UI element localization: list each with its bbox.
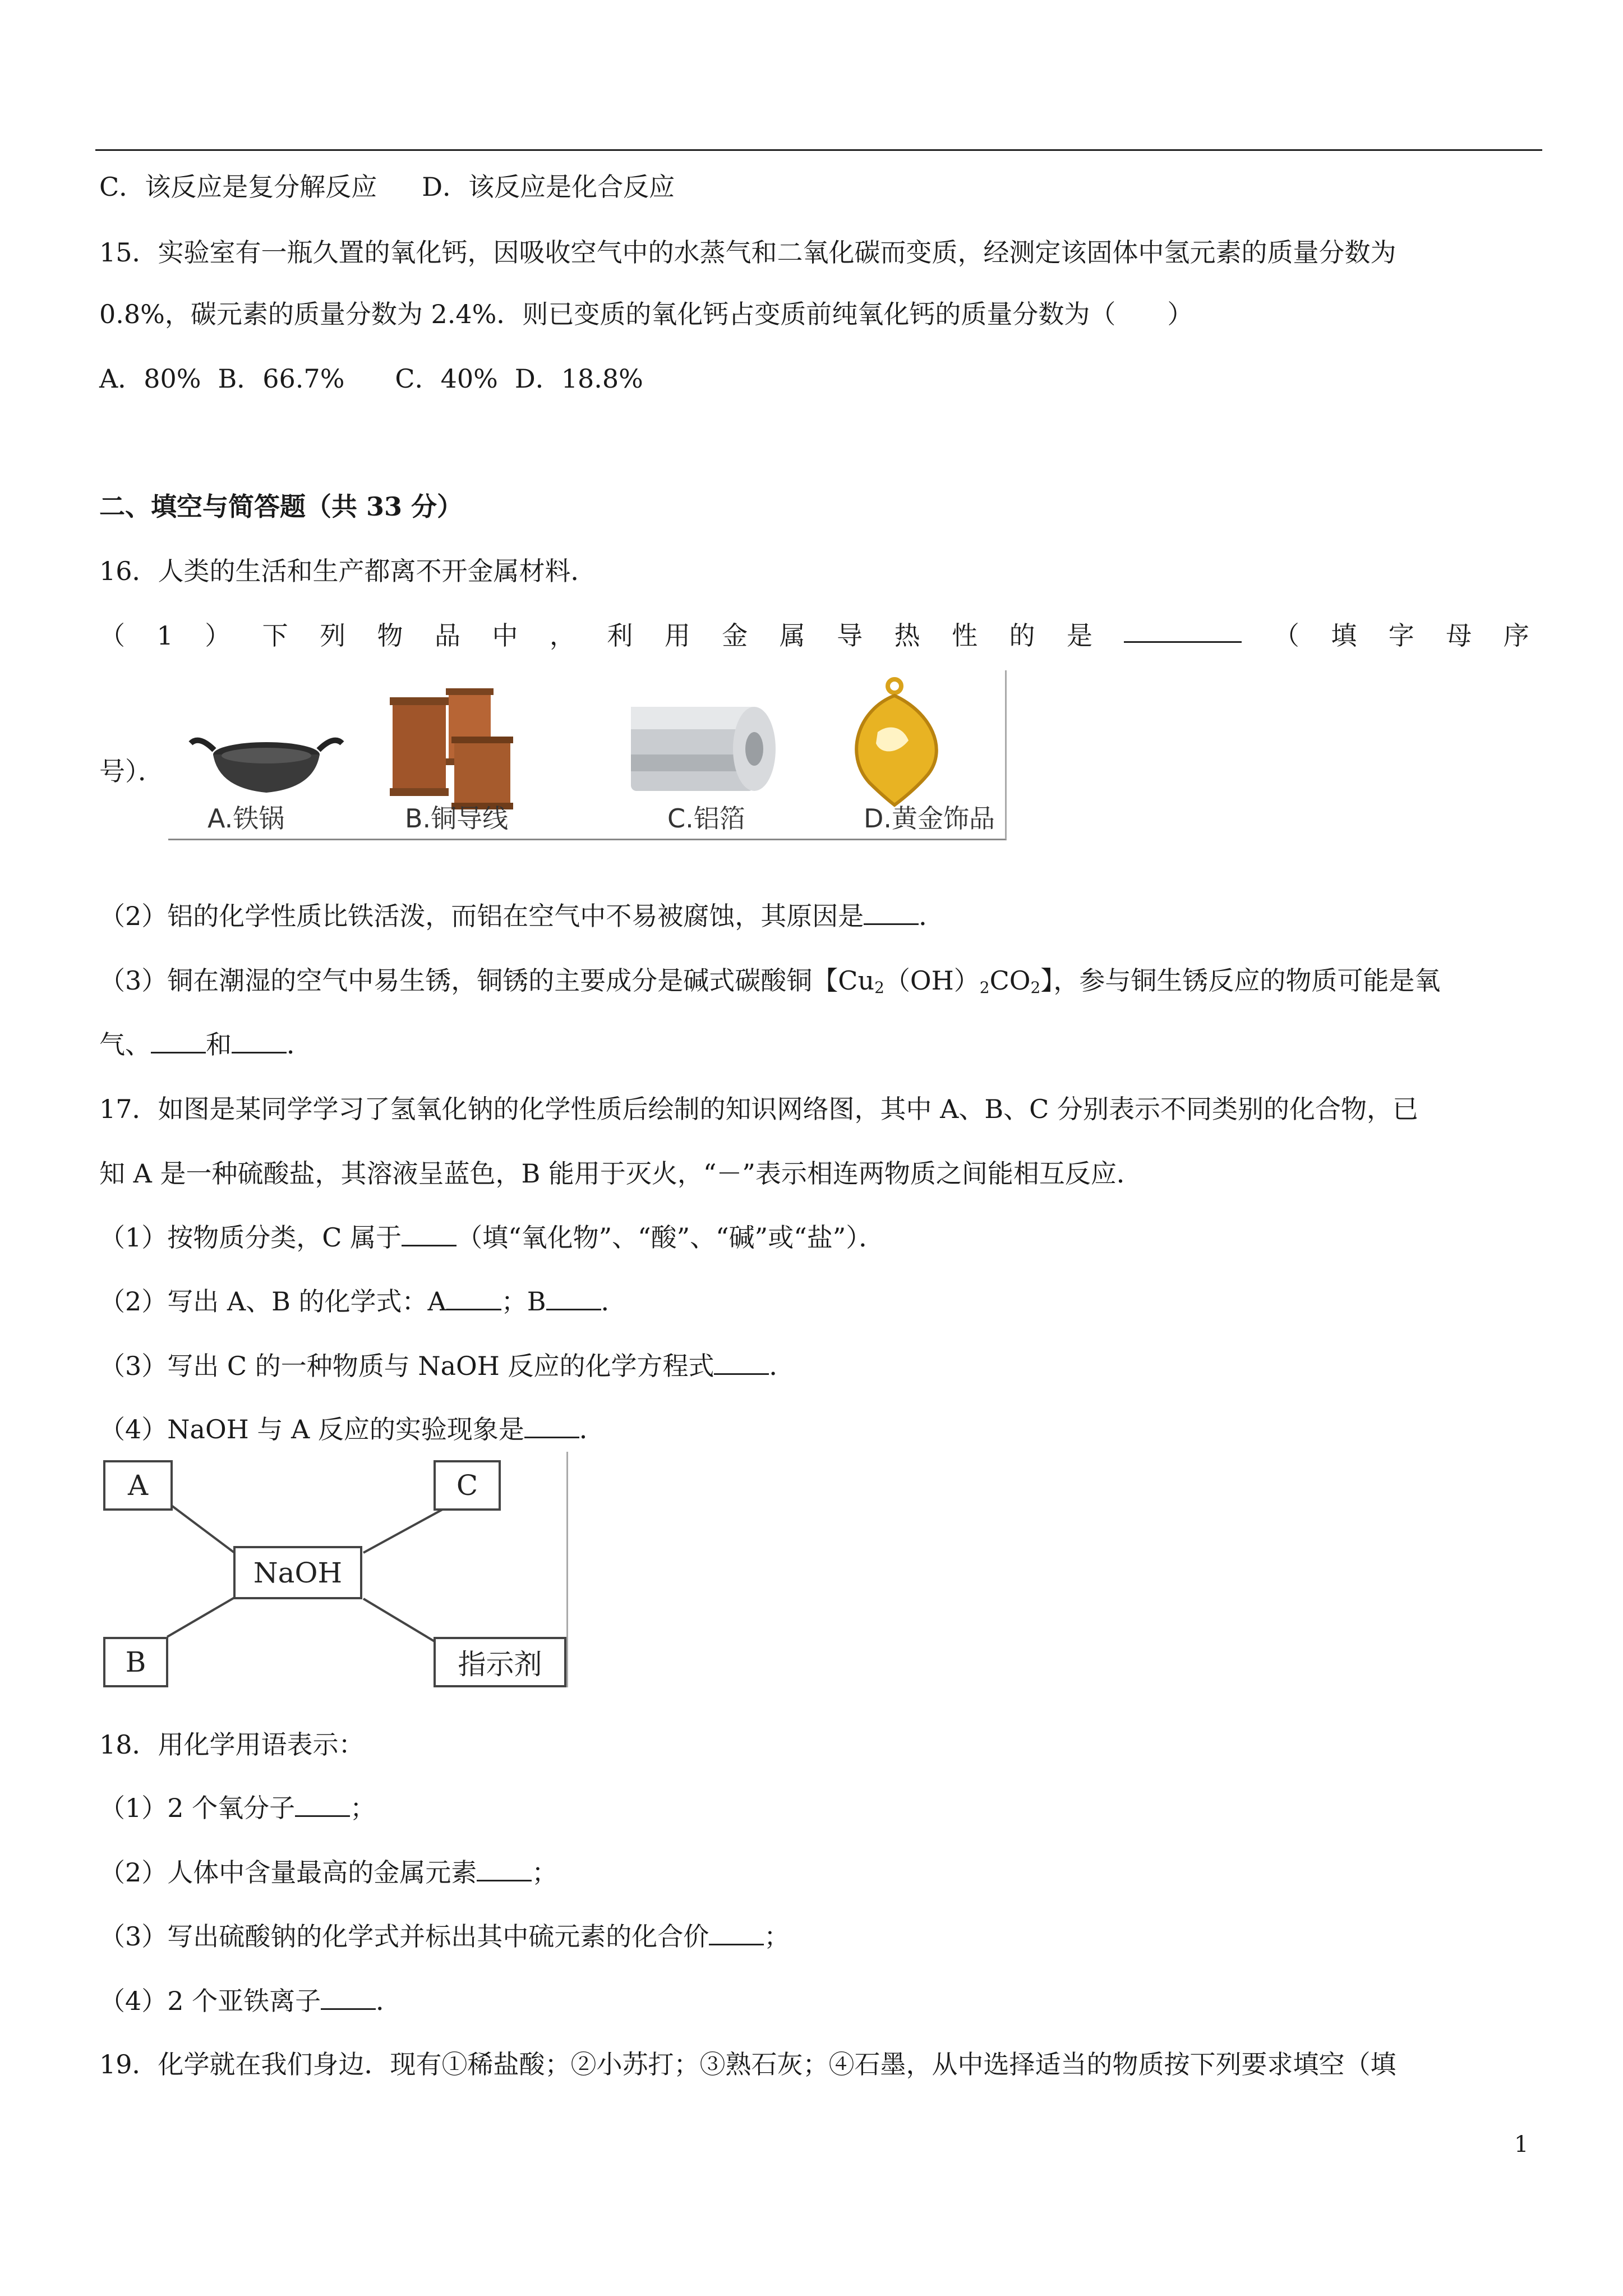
answer-blank[interactable] xyxy=(864,901,919,925)
q17-part4: （4）NaOH 与 A 反应的实验现象是 ． xyxy=(99,1414,605,1444)
connector-indicator xyxy=(363,1599,436,1642)
figure-label-a: A.铁锅 xyxy=(208,803,285,834)
q14-options xyxy=(99,170,675,204)
gold-dolphin-pendant-icon xyxy=(856,679,937,805)
wok-icon xyxy=(191,740,342,793)
q16-part2: （2）铝的化学性质比铁活泼，而铝在空气中不易被腐蚀，其原因是 ． xyxy=(99,901,945,931)
q18-part1: （1）2 个氧分子 ； xyxy=(99,1793,376,1823)
answer-blank[interactable] xyxy=(546,1286,601,1310)
node-indicator: 指示剂 xyxy=(434,1637,566,1687)
q19-line1: 19．化学就在我们身边．现有①稀盐酸；②小苏打；③熟石灰；④石墨，从中选择适当的物质按下列要求填空（填 xyxy=(99,2049,1396,2079)
q16-part3-line2: 气、 和 ． xyxy=(99,1029,312,1060)
q18-part4: （4）2 个亚铁离子 ． xyxy=(99,1986,402,2016)
answer-blank[interactable] xyxy=(714,1351,769,1375)
figure-label-d: D.黄金饰品 xyxy=(864,803,995,834)
header-rule xyxy=(95,149,1542,151)
node-b: B xyxy=(103,1637,168,1687)
answer-blank[interactable] xyxy=(446,1286,501,1310)
answer-blank[interactable] xyxy=(1124,619,1242,643)
metal-items-figure xyxy=(168,670,1007,840)
q15-option-a: A．80% xyxy=(99,364,201,394)
q17-line1: 17．如图是某同学学习了氢氧化钠的化学性质后绘制的知识网络图，其中 A、B、C 分别表示不同类别的化合物，已 xyxy=(99,1094,1418,1124)
q18-part2: （2）人体中含量最高的金属元素 ； xyxy=(99,1857,558,1888)
q16-part1-line: （ 1 ） 下 列 物 品 中 ， 利 用 金 属 导 热 性 的 是 （ 填 字 母 序 xyxy=(99,619,1529,652)
q17-part1: （1）按物质分类，C 属于 （填“氧化物”、“酸”、“碱”或“盐”）． xyxy=(99,1222,885,1253)
answer-blank[interactable] xyxy=(295,1793,350,1817)
connector-c xyxy=(363,1507,448,1553)
page-number: 1 xyxy=(1514,2132,1529,2157)
answer-blank[interactable] xyxy=(151,1029,206,1053)
q15-option-c: C．40% xyxy=(395,364,498,394)
q15-options xyxy=(99,362,643,395)
q15-line2: 0.8%，碳元素的质量分数为 2.4%．则已变质的氧化钙占变质前纯氧化钙的质量分数为（ ） xyxy=(99,299,1193,329)
q15-line1: 15．实验室有一瓶久置的氧化钙，因吸收空气中的水蒸气和二氧化碳而变质，经测定该固体中氢元素的质量分数为 xyxy=(99,237,1396,268)
q14-option-c: C．该反应是复分解反应 xyxy=(99,172,377,202)
section-title: 二、填空与简答题（共 33 分） xyxy=(99,491,463,522)
q18-stem: 18．用化学用语表示： xyxy=(99,1729,365,1760)
q15-option-b: B．66.7% xyxy=(218,364,345,394)
node-a: A xyxy=(103,1460,173,1511)
node-naoh: NaOH xyxy=(233,1546,362,1599)
figure-label-c: C.铝箔 xyxy=(667,803,745,834)
q14-option-d: D．该反应是化合反应 xyxy=(422,172,675,202)
answer-blank[interactable] xyxy=(402,1222,457,1246)
answer-blank[interactable] xyxy=(709,1921,764,1945)
q16-part1-end: 号）． xyxy=(99,756,164,786)
answer-blank[interactable] xyxy=(524,1414,579,1438)
q18-part3: （3）写出硫酸钠的化学式并标出其中硫元素的化合价 ； xyxy=(99,1921,790,1952)
figure-label-b: B.铜导线 xyxy=(405,803,509,834)
q17-part3: （3）写出 C 的一种物质与 NaOH 反应的化学方程式 ． xyxy=(99,1351,795,1381)
q17-part2: （2）写出 A、B 的化学式：A ；B ． xyxy=(99,1286,627,1317)
q16-stem: 16．人类的生活和生产都离不开金属材料． xyxy=(99,556,597,586)
q17-line2: 知 A 是一种硫酸盐，其溶液呈蓝色，B 能用于灭火，“－”表示相连两物质之间能相互反应． xyxy=(99,1158,1142,1189)
naoh-network-diagram xyxy=(100,1452,568,1687)
q16-part3: （3）铜在潮湿的空气中易生锈，铜锈的主要成分是碱式碳酸铜【$Cu_2(OH)_2CO_2$】，参与铜生锈反应的物质可能是氧 xyxy=(99,965,1441,997)
aluminum-foil-roll-icon xyxy=(631,707,776,791)
answer-blank[interactable] xyxy=(477,1857,532,1881)
node-c: C xyxy=(434,1460,501,1511)
connector-b xyxy=(167,1598,234,1637)
connector-a xyxy=(167,1502,234,1553)
q15-option-d: D．18.8% xyxy=(514,364,643,394)
copper-wire-spools-icon xyxy=(390,688,513,809)
answer-blank[interactable] xyxy=(232,1029,287,1053)
answer-blank[interactable] xyxy=(321,1986,376,2010)
